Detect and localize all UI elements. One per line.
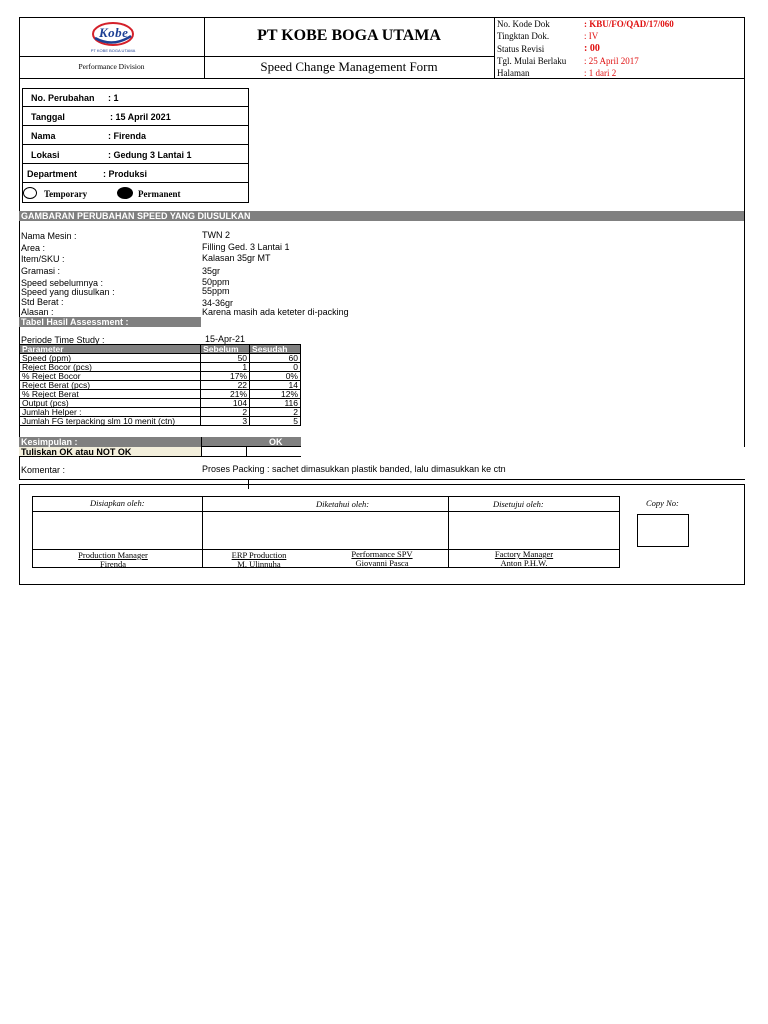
info-value-date: : 15 April 2021	[110, 112, 171, 122]
meta-label: Halaman	[497, 67, 530, 78]
signatory-role: Performance SPV	[351, 549, 413, 559]
param-cell: Jumlah FG terpacking slm 10 menit (ctn)	[20, 417, 201, 426]
known-by-label: Diketahui oleh:	[316, 499, 370, 509]
assessment-title	[19, 317, 201, 327]
param-cell: Speed (ppm)	[20, 354, 201, 363]
copy-no-box[interactable]	[637, 514, 689, 547]
section-title-text: GAMBARAN PERUBAHAN SPEED YANG DIUSULKAN	[21, 211, 251, 221]
before-cell: 104	[201, 399, 250, 408]
detail-label: Speed yang diusulkan :	[21, 287, 115, 297]
col-header: Parameter	[20, 345, 201, 354]
meta-value: : 1 dari 2	[584, 67, 617, 78]
info-label-department: Department	[27, 169, 78, 179]
param-cell: Reject Berat (pcs)	[20, 381, 201, 390]
before-cell: 3	[201, 417, 250, 426]
after-cell: 0	[250, 363, 301, 372]
detail-value: Karena masih ada keteter di-packing	[202, 307, 349, 317]
info-value-name: : Firenda	[108, 131, 147, 141]
signatory-erp-production	[204, 551, 314, 569]
signatory-role: Production Manager	[78, 550, 148, 560]
param-cell: % Reject Berat	[20, 390, 201, 399]
after-cell: 5	[250, 417, 301, 426]
col-header: Sebelum	[201, 345, 250, 354]
meta-label: Tingktan Dok.	[497, 30, 550, 41]
detail-value: 55ppm	[202, 286, 230, 296]
table-row	[20, 417, 301, 426]
detail-value: Kalasan 35gr MT	[202, 253, 271, 263]
signatory-performance-spv	[332, 550, 432, 568]
signatory-name: Giovanni Pasca	[355, 558, 409, 568]
detail-label: Speed sebelumnya :	[21, 278, 104, 288]
detail-label: Item/SKU :	[21, 254, 65, 264]
meta-value: : KBU/FO/QAD/17/060	[584, 19, 674, 29]
info-value-no: : 1	[108, 93, 119, 103]
param-cell: Jumlah Helper :	[20, 408, 201, 417]
after-cell: 60	[250, 354, 301, 363]
comment-label: Komentar :	[21, 465, 66, 475]
param-cell: Output (pcs)	[20, 399, 201, 408]
detail-value: Filling Ged. 3 Lantai 1	[202, 242, 290, 252]
conclusion-result: OK	[269, 437, 283, 447]
before-cell: 1	[201, 363, 250, 372]
detail-label: Area :	[21, 243, 46, 253]
meta-label: No. Kode Dok	[497, 19, 550, 29]
signatory-factory-manager	[474, 550, 574, 568]
info-label-location: Lokasi	[31, 150, 60, 160]
section-title	[19, 211, 744, 221]
form-title: Speed Change Management Form	[260, 59, 438, 74]
meta-label: Status Revisi	[497, 44, 545, 54]
before-cell: 17%	[201, 372, 250, 381]
detail-label: Alasan :	[21, 307, 54, 317]
param-cell: % Reject Bocor	[20, 372, 201, 381]
detail-value: 34-36gr	[202, 298, 234, 308]
before-cell: 2	[201, 408, 250, 417]
before-cell: 50	[201, 354, 250, 363]
detail-label: Std Berat :	[21, 297, 64, 307]
prepared-by-label: Disiapkan oleh:	[90, 498, 145, 508]
temporary-label: Temporary	[44, 189, 88, 199]
signatory-name: M. Ulinnuha	[237, 559, 281, 569]
meta-label: Tgl. Mulai Berlaku	[497, 56, 567, 66]
detail-value: 35gr	[202, 266, 221, 276]
approved-by-label: Disetujui oleh:	[493, 499, 544, 509]
info-label-name: Nama	[31, 131, 56, 141]
after-cell: 0%	[250, 372, 301, 381]
before-cell: 22	[201, 381, 250, 390]
logo-text: Kobe	[99, 25, 129, 40]
info-label-date: Tanggal	[31, 112, 65, 122]
company-logo	[86, 20, 140, 56]
comment-value: Proses Packing : sachet dimasukkan plastik banded, lalu dimasukkan ke ctn	[202, 464, 506, 474]
detail-label: Gramasi :	[21, 266, 61, 276]
signatory-name: Anton P.H.W.	[500, 558, 548, 568]
info-value-department: : Produksi	[103, 169, 148, 179]
signatory-role: Factory Manager	[494, 549, 554, 559]
copy-no-label: Copy No:	[646, 498, 679, 508]
after-cell: 12%	[250, 390, 301, 399]
after-cell: 14	[250, 381, 301, 390]
company-name: PT KOBE BOGA UTAMA	[257, 27, 441, 44]
signatory-name: Firenda	[100, 559, 126, 569]
meta-value: : 25 April 2017	[584, 56, 639, 66]
permanent-radio[interactable]	[117, 187, 133, 199]
conclusion-label: Kesimpulan :	[21, 437, 78, 447]
before-cell: 21%	[201, 390, 250, 399]
param-cell: Reject Bocor (pcs)	[20, 363, 201, 372]
info-label-no: No. Perubahan	[31, 93, 95, 103]
doc-meta	[497, 19, 743, 79]
detail-value: 50ppm	[202, 277, 230, 287]
period-value: 15-Apr-21	[205, 334, 246, 344]
conclusion-instruction: Tuliskan OK atau NOT OK	[21, 447, 132, 457]
assessment-title-text: Tabel Hasil Assessment :	[21, 317, 129, 327]
signatory-prod-manager	[64, 551, 162, 569]
period-label: Periode Time Study :	[21, 335, 105, 345]
after-cell: 116	[250, 399, 301, 408]
meta-value: : IV	[584, 30, 599, 41]
signatory-role: ERP Production	[231, 550, 287, 560]
col-header: Sesudah	[250, 345, 301, 354]
detail-label: Nama Mesin :	[21, 231, 77, 241]
assessment-table	[19, 344, 301, 426]
info-value-location: : Gedung 3 Lantai 1	[108, 150, 192, 160]
meta-value: : 00	[584, 43, 600, 54]
logo-subtext: PT KOBE BOGA UTAMA	[90, 48, 136, 53]
detail-value: TWN 2	[202, 230, 230, 240]
division-label: Performance Division	[78, 62, 145, 71]
after-cell: 2	[250, 408, 301, 417]
temporary-radio[interactable]	[23, 187, 37, 199]
permanent-label: Permanent	[138, 189, 181, 199]
